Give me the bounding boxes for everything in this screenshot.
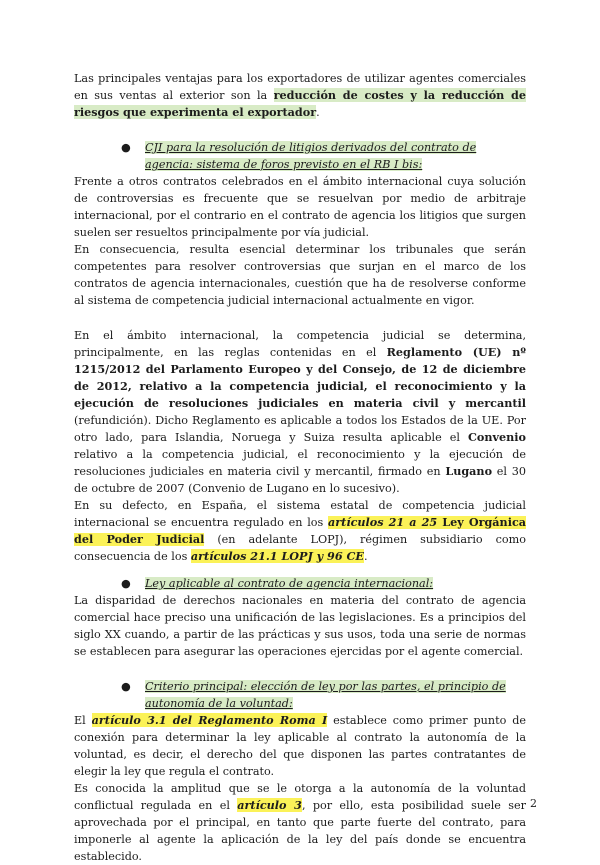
bullet-cji-heading [74,139,526,173]
text: establece como primer punto de conexión para determinar la ley aplicable al contrato la autonomía de la voluntad, es decir, el derecho del que disponen las partes contratantes de elegir la ley que regula el contrato. [74,714,526,778]
highlight-article-3: artículo 3 [237,798,302,812]
text: . [363,550,368,563]
lugano-term: Lugano [445,464,493,478]
text: relativo a la competencia judicial, el reconocimiento y la ejecución de resoluciones judiciales en materia civil y mercantil, firmado en [74,448,526,478]
bullet-icon: ● [121,141,131,154]
bullet-icon: ● [121,577,131,590]
page-number: 2 [530,797,537,810]
paragraph-disparity: La disparidad de derechos nacionales en materia del contrato de agencia comercial hace preciso una unificación de las legislaciones. Es a principios del siglo XX cuando, a partir de las prácticas y sus usos, toda una serie de normas se establecen para asegurar las operaciones ejercidas por el agente comercial. [74,594,526,658]
convenio-term: Convenio [468,430,526,444]
text: En su defecto, en España, el sistema estatal de competencia judicial internacional se encuentra regulado en los [74,499,526,529]
paragraph-advantages [74,70,526,121]
bullet-text: Ley aplicable al contrato de agencia internacional: [145,577,434,590]
highlight-lopj-ce: artículos 21.1 LOPJ y 96 CE [190,549,364,563]
bullet-text: CJI para la resolución de litigios derivados del contrato de agencia: sistema de foros previsto en el RB I bis: [145,141,477,171]
text: En el ámbito internacional, la competencia judicial se determina, principalmente, en las reglas contenidas en el [74,329,526,359]
text: Es conocida la amplitud que se le otorga a la autonomía de la voluntad conflictual regulada en el [74,782,526,812]
text: (refundición). Dicho Reglamento es aplicable a todos los Estados de la UE. Por otro lado, para Islandia, Noruega y Suiza resulta aplicable el [74,414,526,444]
highlight-advantages: reducción de costes y la reducción de riesgos que experimenta el exportador [74,88,526,119]
text: (en adelante LOPJ), régimen subsidiario como consecuencia de los [74,533,526,563]
text: . [316,106,320,119]
text: artículos 21 a 25 [328,515,438,529]
regulation-title: Reglamento (UE) nº 1215/2012 del Parlamento Europeo y del Consejo, de 12 de diciembre de 2012, relativo a la competencia judicial, el reconocimiento y la ejecución de resoluciones judiciales en materia civil y mercantil [74,345,527,410]
text: , por ello, esta posibilidad suele ser aprovechada por el principal, en tanto que parte fuerte del contrato, para imponerle al agente la aplicación de la ley del país donde se encuentra establecido. [74,799,526,863]
paragraph-spain [74,497,526,565]
paragraph-autonomy [74,780,526,865]
text: el 30 de octubre de 2007 (Convenio de Lugano en lo sucesivo). [74,465,527,495]
text: Ley Orgánica del Poder Judicial [74,515,527,546]
text: Las principales ventajas para los exportadores de utilizar agentes comerciales en sus ventas al exterior son la [74,72,526,102]
paragraph-international [74,327,526,497]
bullet-text: Criterio principal: elección de ley por las partes, el principio de autonomía de la voluntad: [145,680,506,710]
highlight-roma-i: artículo 3.1 del Reglamento Roma I [91,713,328,727]
text: El [74,714,92,727]
paragraph-consequence: En consecuencia, resulta esencial determinar los tribunales que serán competentes para resolver controversias que surjan en el marco de los contratos de agencia internacionales, cuestión que ha de resolverse conforme al sistema de competencia judicial internacional actualmente en vigor. [74,243,526,307]
paragraph-contracts: Frente a otros contratos celebrados en el ámbito internacional cuya solución de controversias es frecuente que se resuelvan por medio de arbitraje internacional, por el contrario en el contrato de agencia los litigios que surgen suelen ser resueltos principalmente por vía judicial. [74,175,526,239]
bullet-main-criterion-heading [74,678,526,712]
bullet-icon: ● [121,680,131,693]
document-page [74,70,526,865]
paragraph-article-3-1 [74,712,526,780]
bullet-applicable-law-heading [74,575,526,592]
